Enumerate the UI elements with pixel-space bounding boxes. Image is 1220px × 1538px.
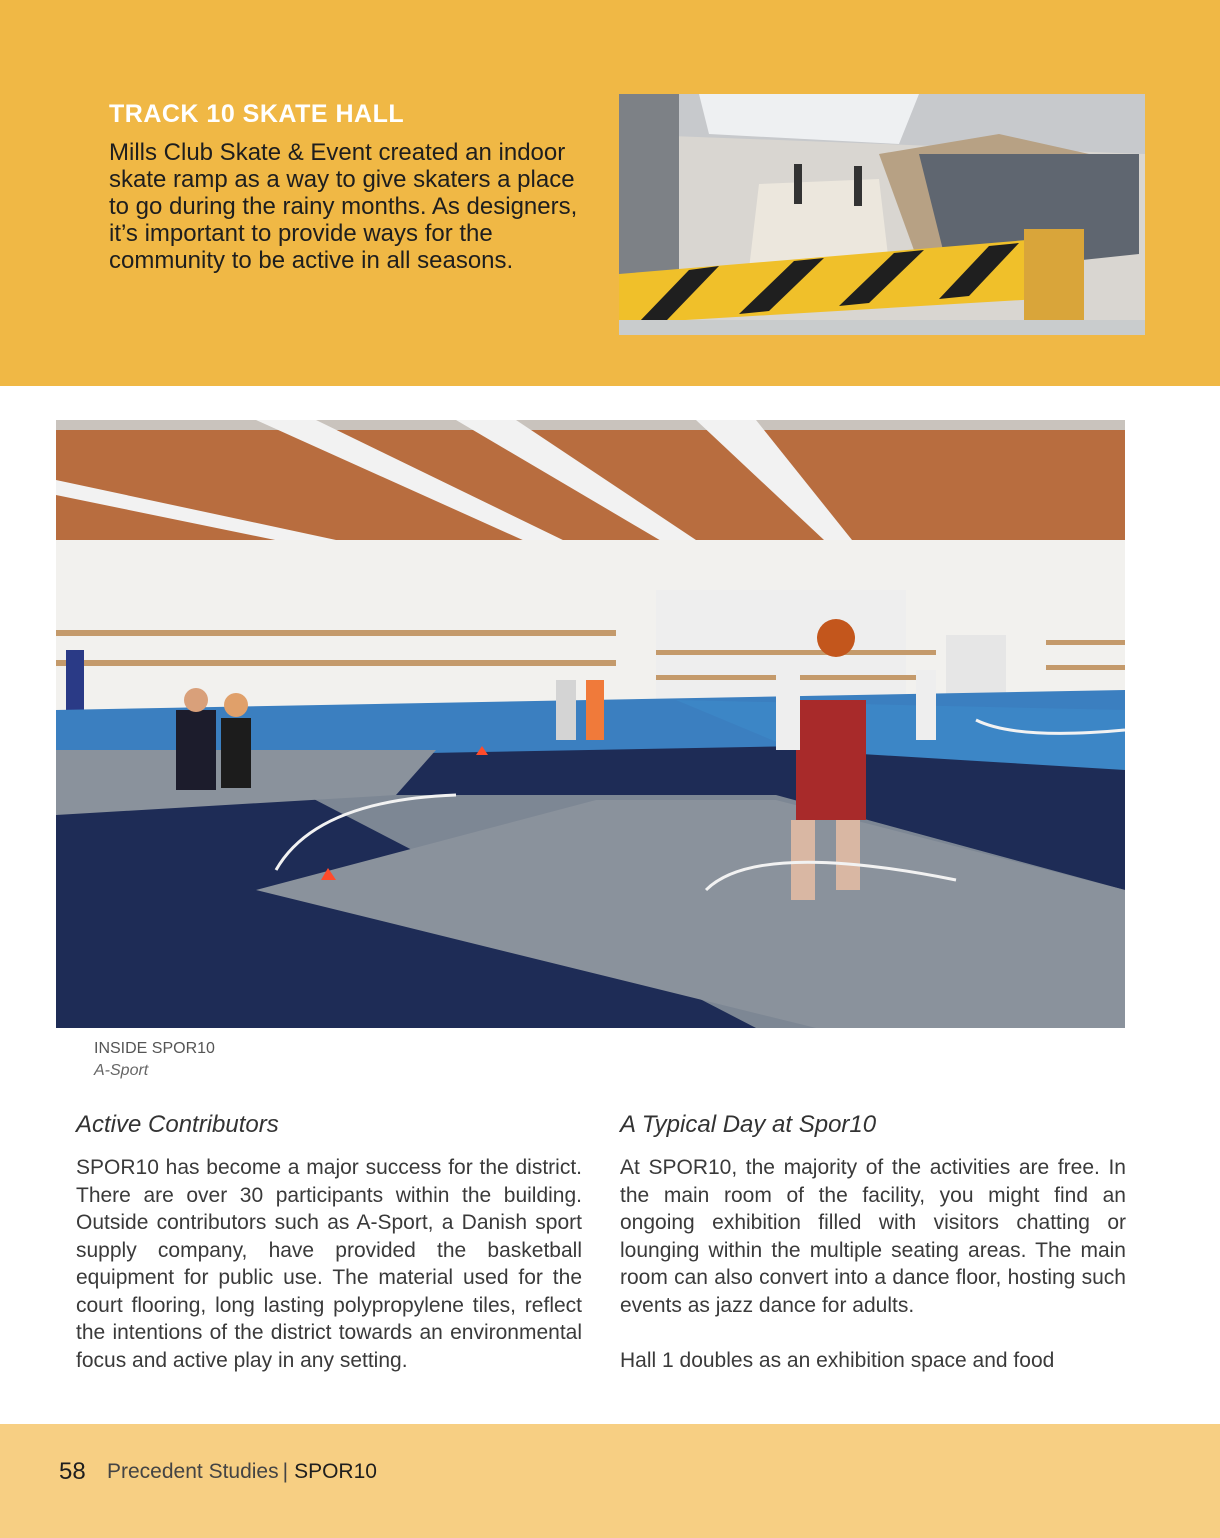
footer-section-name: Precedent Studies <box>107 1460 279 1483</box>
footer-separator: | <box>282 1460 289 1483</box>
footer-topic: SPOR10 <box>294 1460 377 1483</box>
section-paragraph: Hall 1 doubles as an exhibition space and food <box>620 1348 1055 1372</box>
section-paragraph: SPOR10 has become a major success for the district. There are over 30 participants within the building. Outside contributors such as A-Sport, a Danish sport supply company, have provided the basketball equipment for public use. The material used for the court flooring, long lasting polypropylene tiles, reflect the intentions of the district towards an environmental focus and active play in any setting. <box>76 1156 582 1372</box>
skate-hall-photo <box>619 94 1145 335</box>
footer-running-title <box>107 1460 377 1484</box>
page-number: 58 <box>59 1458 86 1485</box>
section-heading: A Typical Day at Spor10 <box>620 1111 877 1138</box>
section-active-contributors <box>76 1108 582 1374</box>
basketball-court-photo <box>56 420 1125 1028</box>
photo-caption-credit: A-Sport <box>94 1062 149 1079</box>
section-typical-day <box>620 1108 1126 1374</box>
section-paragraph: At SPOR10, the majority of the activities are free. In the main room of the facility, you might find an ongoing exhibition filled with visitors chatting or lounging within the multiple seating areas. The main room can also convert into a dance floor, hosting such events as jazz dance for adults. <box>620 1156 1126 1317</box>
sidebar-body: Mills Club Skate & Event created an indoor skate ramp as a way to give skaters a place to go during the rainy months. As designers, it’s important to provide ways for the community to be active in all seasons. <box>109 139 578 274</box>
photo-caption-title: INSIDE SPOR10 <box>94 1040 215 1057</box>
sidebar-title: TRACK 10 SKATE HALL <box>109 100 405 128</box>
section-heading: Active Contributors <box>76 1111 279 1138</box>
